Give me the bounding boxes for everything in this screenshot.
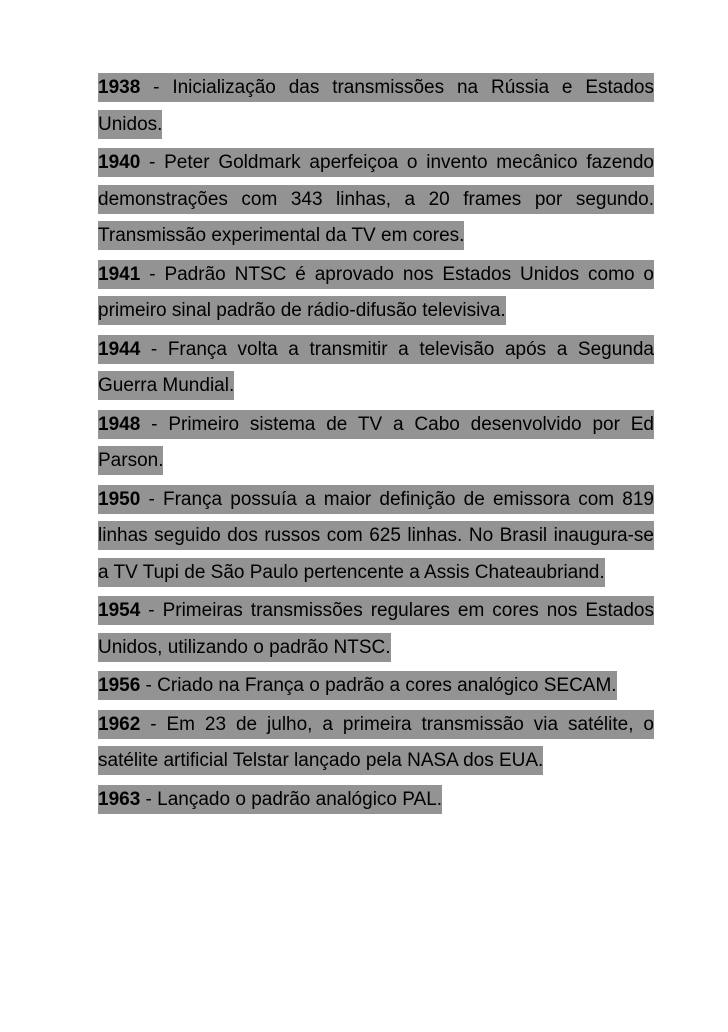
entry-year: 1941 (98, 263, 141, 285)
highlighted-text (98, 73, 654, 139)
document-page (98, 70, 654, 820)
entry-year: 1950 (98, 488, 141, 510)
timeline-entry-1956 (98, 668, 654, 705)
entry-text: - Em 23 de julho, a primeira transmissão via satélite, o satélite artificial Telstar lançado pela NASA dos EUA. (98, 713, 654, 771)
highlighted-text (98, 260, 654, 326)
entry-text: - Lançado o padrão analógico PAL. (140, 788, 443, 810)
entry-year: 1940 (98, 152, 141, 173)
timeline-entry-1944 (98, 332, 654, 405)
highlighted-text (98, 335, 654, 401)
entry-year: 1954 (98, 600, 141, 621)
highlighted-text (98, 785, 442, 814)
entry-year: 1948 (98, 413, 141, 435)
entry-year: 1944 (98, 338, 141, 360)
highlighted-text (98, 671, 617, 700)
entry-year: 1938 (98, 77, 141, 98)
timeline-entry-1963 (98, 782, 654, 819)
timeline-entry-1948 (98, 407, 654, 480)
entry-text: - França volta a transmitir a televisão após a Segunda Guerra Mundial. (98, 338, 654, 396)
entry-text: - Primeiras transmissões regulares em cores nos Estados Unidos, utilizando o padrão NTSC. (98, 600, 654, 658)
entry-text: - Peter Goldmark aperfeiçoa o invento mecânico fazendo demonstrações com 343 linhas, a 20 frames por segundo. Transmissão experimental da TV em cores. (98, 152, 654, 246)
timeline-entry-1941 (98, 257, 654, 330)
entry-year: 1963 (98, 788, 141, 810)
entry-year: 1962 (98, 713, 141, 735)
timeline-entry-1962 (98, 707, 654, 780)
entry-text: - França possuía a maior definição de emissora com 819 linhas seguido dos russos com 625 linhas. No Brasil inaugura-se a TV Tupi de São Paulo pertencente a Assis Chateaubriand. (98, 488, 654, 583)
highlighted-text (98, 596, 654, 662)
timeline-entry-1940 (98, 145, 654, 255)
timeline-entry-1950 (98, 482, 654, 592)
highlighted-text (98, 148, 654, 250)
highlighted-text (98, 485, 654, 587)
highlighted-text (98, 410, 654, 476)
entry-text: - Padrão NTSC é aprovado nos Estados Unidos como o primeiro sinal padrão de rádio-difusão televisiva. (98, 263, 654, 321)
timeline-entry-1938 (98, 70, 654, 143)
entry-text: - Criado na França o padrão a cores analógico SECAM. (140, 675, 617, 696)
entry-text: - Inicialização das transmissões na Rússia e Estados Unidos. (98, 77, 654, 135)
highlighted-text (98, 710, 654, 776)
entry-text: - Primeiro sistema de TV a Cabo desenvolvido por Ed Parson. (98, 413, 654, 471)
entry-year: 1956 (98, 675, 141, 696)
timeline-entry-1954 (98, 593, 654, 666)
